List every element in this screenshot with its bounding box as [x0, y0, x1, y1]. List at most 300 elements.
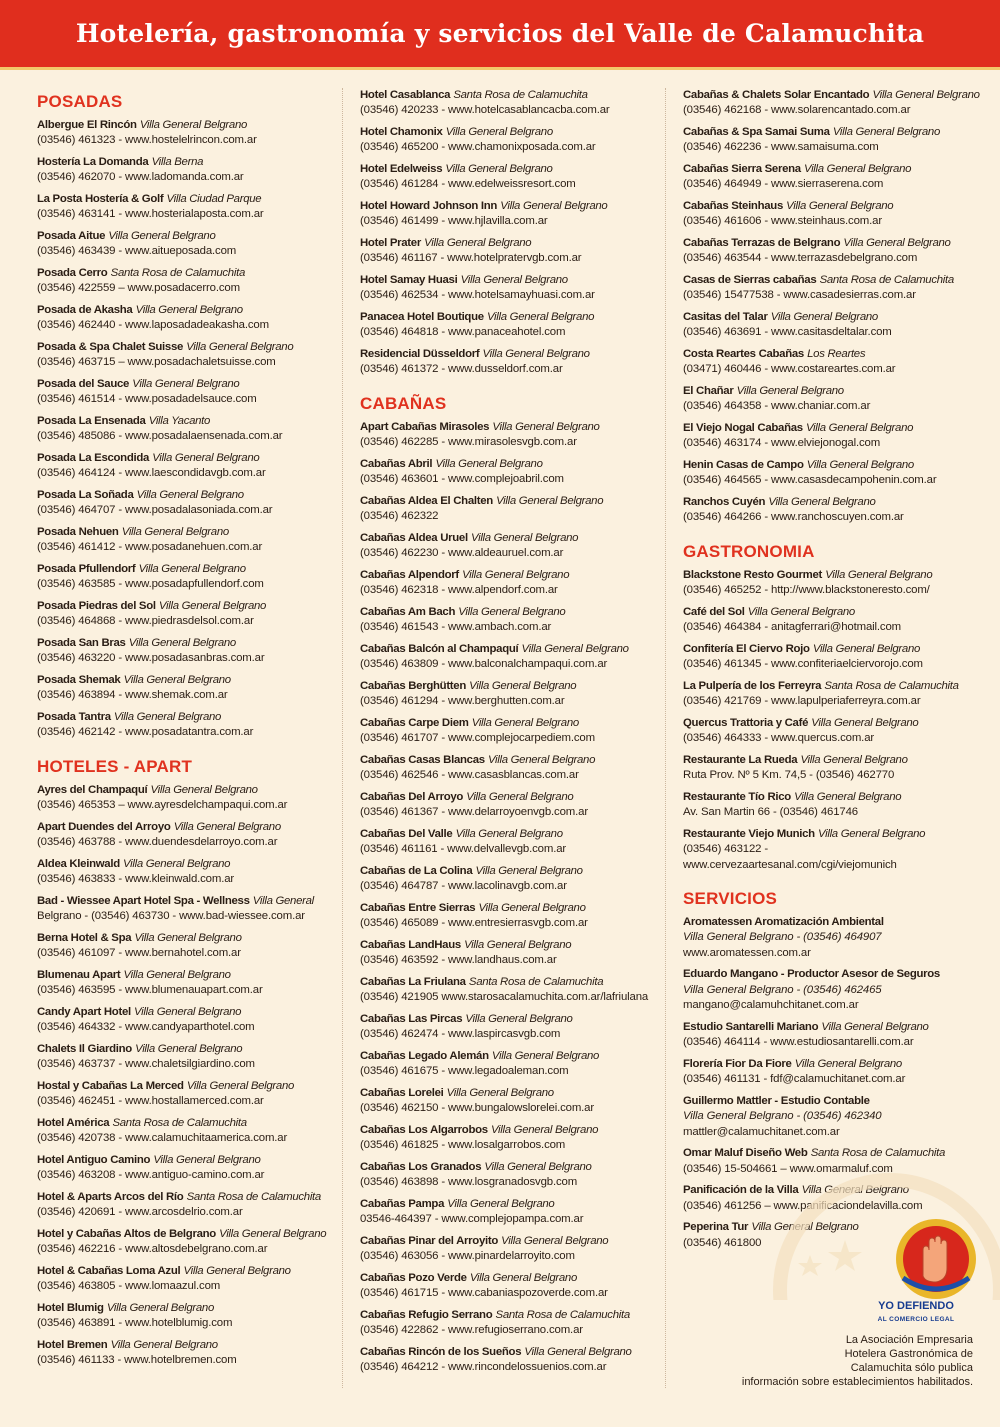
listing-entry — [37, 303, 337, 334]
listing-contact: (03546) 463220 - www.posadasanbras.com.ar — [37, 652, 265, 665]
listing-entry — [360, 1012, 660, 1043]
listing-entry — [360, 347, 660, 378]
listing-entry — [683, 915, 983, 961]
listing-contact: (03546) 463439 - www.aitueposada.com — [37, 245, 237, 258]
listing-name: Cabañas Pozo Verde — [360, 1271, 467, 1284]
listing-entry — [683, 790, 983, 821]
listing-entry — [37, 451, 337, 482]
listing-entry — [360, 679, 660, 710]
listing-name: Quercus Trattoria y Café — [683, 716, 809, 729]
listing-location: Villa General Belgrano — [446, 1086, 554, 1099]
listing-location: Villa General Belgrano — [475, 864, 583, 877]
listing-entry — [360, 1308, 660, 1339]
listing-contact: (03546) 461345 - www.confiteriaelciervorojo.com — [683, 658, 923, 671]
listing-entry — [37, 820, 337, 851]
disclaimer — [730, 1333, 973, 1389]
listing-name: Cabañas Steinhaus — [683, 200, 783, 212]
listing-entry — [360, 420, 660, 451]
listing-entry — [360, 827, 660, 858]
disclaimer-line: Calamuchita sólo publica — [850, 1362, 973, 1374]
listing-contact: (03546) 464212 - www.rincondelossuenios.com.ar — [360, 1361, 607, 1374]
listing-name: Cabañas Casas Blancas — [360, 753, 485, 766]
disclaimer-line: Hotelera Gastronómica de — [844, 1348, 973, 1360]
column-2 — [360, 88, 660, 1382]
listing-contact: (03546) 462216 - www.altosdebelgrano.com.ar — [37, 1243, 268, 1256]
listing-contact: (03546) 461133 - www.hotelbremen.com — [37, 1354, 237, 1367]
listing-entry — [37, 1079, 337, 1110]
listing-name: Cabañas Refugio Serrano — [360, 1308, 493, 1321]
listing-contact: Belgrano - (03546) 463730 - www.bad-wiessee.com.ar — [37, 910, 305, 923]
listing-location: Villa General Belgrano — [843, 237, 951, 249]
listing-name: Cabañas Terrazas de Belgrano — [683, 237, 841, 249]
listing-location: Villa General Belgrano — [173, 820, 281, 833]
listing-name: Posada Aitue — [37, 230, 106, 242]
listing-entry — [683, 568, 983, 599]
listing-name: Cabañas Am Bach — [360, 605, 456, 618]
listing-contact: (03546) 420691 - www.arcosdelrio.com.ar — [37, 1206, 243, 1219]
listing-location: Villa General Belgrano — [768, 496, 876, 508]
listing-contact: (03546) 462150 - www.bungalowslorelei.com.ar — [360, 1102, 594, 1115]
listing-name: Cabañas Entre Sierras — [360, 901, 476, 914]
listing-name: Casas de Sierras cabañas — [683, 274, 817, 286]
listing-location: Villa General Belgrano — [801, 1184, 909, 1197]
listing-location: Villa General Belgrano — [108, 230, 216, 242]
listing-contact: (03546) 461715 - www.cabaniaspozoverde.com.ar — [360, 1287, 608, 1300]
listing-contact: (03546) 422559 – www.posadacerro.com — [37, 282, 240, 295]
listing-name: Cabañas Los Granados — [360, 1160, 482, 1173]
listing-name: Cabañas Las Pircas — [360, 1012, 463, 1025]
listing-entry — [37, 968, 337, 999]
listing-contact: (03546) 462230 - www.aldeauruel.com.ar — [360, 547, 564, 560]
listing-location: Villa General Belgrano — [832, 126, 940, 138]
listing-entry — [37, 599, 337, 630]
listing-contact: (03546) 463715 – www.posadachaletsuisse.com — [37, 356, 276, 369]
listing-contact: (03546) 462236 - www.samaisuma.com — [683, 141, 879, 154]
listing-location: Villa General Belgrano — [134, 931, 242, 944]
listing-contact: (03546) 422862 - www.refugioserrano.com.ar — [360, 1324, 583, 1337]
listing-entry — [37, 1264, 337, 1295]
listing-location: Villa General Belgrano — [496, 494, 604, 507]
listing-location: Villa General Belgrano — [134, 1005, 242, 1018]
listing-name: Apart Cabañas Mirasoles — [360, 420, 490, 433]
listing-location: Villa General Belgrano — [123, 968, 231, 981]
listing-entry — [37, 1042, 337, 1073]
listing-location: Santa Rosa de Calamuchita — [824, 679, 959, 692]
listing-location: Santa Rosa de Calamuchita — [495, 1308, 630, 1321]
listing-name: Peperina Tur — [683, 1221, 749, 1234]
listing-entry — [37, 1116, 337, 1147]
listing-contact: (03546) 461543 - www.ambach.com.ar — [360, 621, 552, 634]
listing-location: Los Reartes — [807, 348, 866, 360]
listing-name: Café del Sol — [683, 605, 745, 618]
listing-contact: (03546) 461499 - www.hjlavilla.com.ar — [360, 215, 548, 228]
listing-entry — [37, 1005, 337, 1036]
listing-name: Cabañas Rincón de los Sueños — [360, 1345, 522, 1358]
listing-name: Hotel Chamonix — [360, 126, 443, 138]
listing-contact: (03546) 465252 - http://www.blackstoneresto.com/ — [683, 584, 930, 597]
listing-name: El Chañar — [683, 385, 734, 397]
listing-entry — [360, 938, 660, 969]
disclaimer-line: La Asociación Empresaria — [845, 1334, 973, 1346]
listing-location: Villa General Belgrano — [135, 1042, 243, 1055]
listing-location: Villa General Belgrano — [491, 1049, 600, 1062]
listing-name: Cabañas Alpendorf — [360, 568, 459, 581]
listing-contact: (03546) 463592 - www.landhaus.com.ar — [360, 954, 557, 967]
listing-contact: (03546) 463174 - www.elviejonogal.com — [683, 437, 881, 450]
listing-entry — [360, 1345, 660, 1376]
listing-contact: (03546) 462318 - www.alpendorf.com.ar — [360, 584, 558, 597]
listing-entry — [683, 347, 983, 378]
listing-name: Hotel & Cabañas Loma Azul — [37, 1264, 181, 1277]
listing-entry — [37, 1338, 337, 1369]
listing-name: Hotel Howard Johnson Inn — [360, 200, 498, 212]
listing-entry — [683, 605, 983, 636]
listing-entry — [360, 901, 660, 932]
listing-entry — [360, 1049, 660, 1080]
listing-name: La Posta Hostería & Golf — [37, 193, 164, 205]
listing-entry — [683, 199, 983, 230]
listing-name: Cabañas Sierra Serena — [683, 163, 801, 175]
listing-contact: (03546) 421905 www.starosacalamuchita.com.ar/lafriulana — [360, 991, 649, 1004]
listing-name: Cabañas Carpe Diem — [360, 716, 469, 729]
listing-entry — [37, 894, 337, 925]
listing-location: Villa General Belgrano — [806, 459, 914, 471]
listing-entry — [360, 605, 660, 636]
listing-contact: (03546) 464565 - www.casasdecampohenin.com.ar — [683, 474, 937, 487]
listing-contact: (03546) 462440 - www.laposadadeakasha.com — [37, 319, 269, 332]
listing-contact: (03546) 463737 - www.chaletsilgiardino.com — [37, 1058, 255, 1071]
listing-name: Hotel Bremen — [37, 1338, 108, 1351]
listing-name: El Viejo Nogal Cabañas — [683, 422, 803, 434]
listing-location: Villa General Belgrano — [150, 783, 258, 796]
listing-contact: (03546) 462546 - www.casasblancas.com.ar — [360, 769, 579, 782]
listing-contact: (03546) 461323 - www.hostelelrincon.com.ar — [37, 134, 257, 147]
listing-entry — [360, 1123, 660, 1154]
listing-name: Ayres del Champaquí — [37, 783, 148, 796]
listing-name: Apart Duendes del Arroyo — [37, 820, 171, 833]
listing-entry — [683, 753, 983, 784]
listing-contact: (03546) 463122 - www.cervezaartesanal.com/cgi/viejomunich — [683, 843, 897, 871]
listing-contact: (03546) 461294 - www.berghutten.com.ar — [360, 695, 565, 708]
listing-name: Posada Tantra — [37, 711, 111, 723]
listing-entry — [37, 266, 337, 297]
listing-location: Villa General Belgrano — [186, 1079, 295, 1092]
listing-location: Villa General Belgrano — [794, 1057, 902, 1070]
listing-entry — [37, 857, 337, 888]
listing-location: Santa Rosa de Calamuchita — [186, 1190, 321, 1203]
listing-location: Villa General Belgrano — [136, 489, 244, 501]
listing-name: Aldea Kleinwald — [37, 857, 120, 870]
listing-contact: (03546) 463788 - www.duendesdelarroyo.com.ar — [37, 836, 278, 849]
listing-entry — [37, 525, 337, 556]
listing-name: Cabañas Abril — [360, 457, 433, 470]
listing-contact: (03546) 464868 - www.piedrasdelsol.com.ar — [37, 615, 254, 628]
listing-location: Villa General Belgrano — [132, 378, 240, 390]
listing-entry — [37, 1190, 337, 1221]
listing-contact: (03546) 463585 - www.posadapfullendorf.com — [37, 578, 264, 591]
listing-name: Cabañas Balcón al Champaquí — [360, 642, 519, 655]
disclaimer-line: información sobre establecimientos habilitados. — [741, 1376, 973, 1388]
listing-name: Hotel Edelweiss — [360, 163, 443, 175]
listing-contact: Av. San Martin 66 - (03546) 461746 — [683, 806, 858, 819]
listing-location: Villa General — [252, 894, 314, 907]
listing-name: Panacea Hotel Boutique — [360, 311, 484, 323]
listing-entry — [37, 1153, 337, 1184]
listing-entry — [360, 236, 660, 267]
listing-location: Villa General Belgrano — [152, 452, 260, 464]
listing-name: Bad - Wiessee Apart Hotel Spa - Wellness — [37, 894, 250, 907]
listing-name: Hotel & Aparts Arcos del Río — [37, 1190, 184, 1203]
listing-contact: (03546) 462322 — [360, 510, 439, 523]
listing-name: Posada Piedras del Sol — [37, 600, 156, 612]
listing-contact: (03546) 463544 - www.terrazasdebelgrano.com — [683, 252, 918, 265]
listing-entry — [683, 273, 983, 304]
column-1 — [37, 88, 337, 1375]
emblem-line2: AL COMERCIO LEGAL — [877, 1316, 955, 1323]
listing-location: Villa General Belgrano — [501, 1234, 609, 1247]
listing-location: Villa General Belgrano — [113, 711, 222, 723]
listing-contact: (03546) 465353 – www.ayresdelchampaqui.com.ar — [37, 799, 288, 812]
listing-name: Casitas del Talar — [683, 311, 768, 323]
listing-location: Villa General Belgrano — [424, 237, 532, 249]
listing-entry — [360, 568, 660, 599]
listing-location: Villa General Belgrano — [435, 457, 543, 470]
listing-location: Villa General Belgrano — [521, 642, 629, 655]
listing-name: Cabañas & Spa Samai Suma — [683, 126, 830, 138]
listing-location: Villa General Belgrano — [736, 385, 844, 397]
listing-entry — [37, 636, 337, 667]
listing-location: Villa General Belgrano — [492, 420, 600, 433]
listing-contact: (03546) 461514 - www.posadadelsauce.com — [37, 393, 257, 406]
listing-location: Villa General Belgrano — [128, 637, 236, 649]
listing-entry — [683, 642, 983, 673]
listing-name: Hotel Blumig — [37, 1301, 104, 1314]
listing-location: Villa General Belgrano — [821, 1020, 929, 1033]
listing-contact: (03546) 421769 - www.lapulperiaferreyra.com.ar — [683, 695, 921, 708]
listing-contact: (03546) 464332 - www.candyaparthotel.com — [37, 1021, 255, 1034]
listing-entry — [360, 753, 660, 784]
listing-contact: (03546) 461256 – www.panificaciondelavilla.com — [683, 1199, 923, 1212]
listing-entry — [360, 1160, 660, 1191]
listing-location: Villa General Belgrano — [469, 1271, 577, 1284]
listing-location: Villa General Belgrano — [465, 1012, 573, 1025]
listing-location: Villa General Belgrano — [462, 568, 570, 581]
listing-contact: Villa General Belgrano - (03546) 462340 — [683, 1110, 882, 1123]
listing-entry — [360, 975, 660, 1006]
listing-name: Blumenau Apart — [37, 968, 121, 981]
listing-entry — [360, 1197, 660, 1228]
listing-entry — [37, 155, 337, 186]
listing-location: Villa General Belgrano — [770, 311, 878, 323]
listing-name: Berna Hotel & Spa — [37, 931, 132, 944]
listing-location: Villa General Belgrano — [751, 1221, 859, 1234]
listing-entry — [360, 790, 660, 821]
listing-location: Villa General Belgrano — [464, 938, 572, 951]
listing-name: Posada Nehuen — [37, 526, 119, 538]
listing-location: Villa General Belgrano — [484, 1160, 592, 1173]
listing-contact: (03546) 464266 - www.ranchoscuyen.com.ar — [683, 511, 904, 524]
listing-location: Santa Rosa de Calamuchita — [468, 975, 604, 988]
listing-entry — [360, 531, 660, 562]
listing-entry — [683, 310, 983, 341]
listing-name: Posada La Escondida — [37, 452, 150, 464]
listing-entry — [37, 673, 337, 704]
section-title: CABAÑAS — [360, 393, 447, 413]
section-title: HOTELES - APART — [37, 756, 193, 776]
listing-contact: (03546) 464707 - www.posadalasoniada.com.ar — [37, 504, 273, 517]
listing-entry — [360, 1234, 660, 1265]
listing-contact: (03546) 463691 - www.casitasdeltalar.com — [683, 326, 892, 339]
listing-contact: (03546) 462070 - www.ladomanda.com.ar — [37, 171, 244, 184]
listing-contact: (03546) 464333 - www.quercus.com.ar — [683, 732, 875, 745]
listing-location: Villa Berna — [151, 156, 204, 168]
listing-location: Villa General Belgrano — [803, 163, 912, 175]
listing-name: Cabañas La Friulana — [360, 975, 466, 988]
listing-contact: (03546) 464114 - www.estudiosantarelli.com.ar — [683, 1036, 914, 1049]
listing-entry — [360, 864, 660, 895]
listing-contact: (03546) 461825 - www.losalgarrobos.com — [360, 1139, 566, 1152]
listing-entry — [683, 1094, 983, 1140]
listing-name: Posada del Sauce — [37, 378, 130, 390]
listing-entry — [683, 827, 983, 873]
listing-name: Henin Casas de Campo — [683, 459, 804, 471]
listing-location: Villa General Belgrano — [478, 901, 586, 914]
listing-name: Posada San Bras — [37, 637, 126, 649]
listing-entry — [37, 931, 337, 962]
listing-contact: Ruta Prov. Nº 5 Km. 74,5 - (03546) 462770 — [683, 769, 895, 782]
listing-contact: (03546) 463805 - www.lomaazul.com — [37, 1280, 221, 1293]
listing-entry — [37, 562, 337, 593]
listing-name: Posada de Akasha — [37, 304, 133, 316]
listing-entry — [360, 1086, 660, 1117]
listing-location: Villa General Belgrano — [445, 163, 553, 175]
listing-name: Cabañas Aldea El Chalten — [360, 494, 493, 507]
listing-contact: (03546) 461372 - www.dusseldorf.com.ar — [360, 363, 563, 376]
listing-location: Villa General Belgrano — [786, 200, 894, 212]
listing-contact: (03546) 463833 - www.kleinwald.com.ar — [37, 873, 235, 886]
listing-contact: (03546) 461161 - www.delvallevgb.com.ar — [360, 843, 567, 856]
listing-contact: (03546) 15477538 - www.casadesierras.com.ar — [683, 289, 916, 302]
listing-location: Villa General Belgrano — [186, 341, 294, 353]
listing-contact: (03546) 461675 - www.legadoaleman.com — [360, 1065, 569, 1078]
section-title: GASTRONOMIA — [683, 541, 815, 561]
listing-name: Posada La Soñada — [37, 489, 134, 501]
listing-name: Cabañas Lorelei — [360, 1086, 444, 1099]
listing-entry — [683, 88, 983, 119]
listing-entry — [683, 495, 983, 526]
listing-contact: (03471) 460446 - www.costareartes.com.ar — [683, 363, 896, 376]
listing-name: Hotel Samay Huasi — [360, 274, 458, 286]
listing-contact: (03546) 461367 - www.delarroyoenvgb.com.ar — [360, 806, 588, 819]
emblem-caption — [858, 1301, 974, 1325]
listing-name: Restaurante Viejo Munich — [683, 827, 815, 840]
listing-entry — [683, 162, 983, 193]
column-divider — [665, 88, 666, 1388]
listing-contact: (03546) 464949 - www.sierraserena.com — [683, 178, 884, 191]
listing-entry — [37, 118, 337, 149]
listing-contact: (03546) 465200 - www.chamonixposada.com.ar — [360, 141, 596, 154]
listing-name: Posada & Spa Chalet Suisse — [37, 341, 184, 353]
page-header — [0, 0, 1000, 70]
listing-contact: (03546) 463894 - www.shemak.com.ar — [37, 689, 228, 702]
listing-entry — [683, 679, 983, 710]
listing-name: Posada La Ensenada — [37, 415, 146, 427]
listing-name: Cabañas Legado Alemán — [360, 1049, 489, 1062]
listing-contact: (03546) 461800 — [683, 1236, 762, 1249]
listing-contact: (03546) 464358 - www.chaniar.com.ar — [683, 400, 871, 413]
listing-contact: (03546) 420738 - www.calamuchitaamerica.com.ar — [37, 1132, 288, 1145]
listing-location: Villa General Belgrano — [447, 1197, 555, 1210]
listing-entry — [683, 384, 983, 415]
listing-contact: (03546) 462142 - www.posadatantra.com.ar — [37, 726, 254, 739]
listing-contact-extra: mangano@calamuhchitanet.com.ar — [683, 999, 859, 1012]
listing-contact: (03546) 462474 - www.laspircasvgb.com — [360, 1028, 561, 1041]
listing-location: Villa General Belgrano — [805, 422, 914, 434]
listing-contact: (03546) 461707 - www.complejocarpediem.com — [360, 732, 595, 745]
listing-location: Santa Rosa de Calamuchita — [112, 1116, 247, 1129]
listing-name: Hotel Casablanca — [360, 89, 451, 101]
listing-contact: (03546) 463601 - www.complejoabril.com — [360, 473, 564, 486]
listing-entry — [37, 340, 337, 371]
listing-name: Restaurante Tío Rico — [683, 790, 791, 803]
listing-contact: (03546) 485086 - www.posadalaensenada.com.ar — [37, 430, 283, 443]
listing-location: Villa General Belgrano — [747, 605, 855, 618]
listing-entry — [360, 494, 660, 525]
listing-entry — [37, 229, 337, 260]
listing-name: Florería Fior Da Fiore — [683, 1057, 792, 1070]
listing-contact: (03546) 464818 - www.panaceahotel.com — [360, 326, 566, 339]
listing-name: Posada Cerro — [37, 267, 108, 279]
listing-contact: Villa General Belgrano - (03546) 464907 — [683, 931, 882, 944]
listing-contact: (03546) 463141 - www.hosterialaposta.com.ar — [37, 208, 264, 221]
listing-location: Villa General Belgrano — [812, 642, 921, 655]
listing-contact: (03546) 462451 - www.hostallamerced.com.ar — [37, 1095, 264, 1108]
listing-contact: (03546) 461606 - www.steinhaus.com.ar — [683, 215, 882, 228]
listing-location: Villa General Belgrano — [500, 200, 608, 212]
listing-contact: (03546) 462534 - www.hotelsamayhuasi.com.ar — [360, 289, 595, 302]
listing-location: Villa General Belgrano — [486, 311, 595, 323]
listing-entry — [683, 125, 983, 156]
listing-location: Villa General Belgrano — [153, 1153, 261, 1166]
listing-location: Villa General Belgrano — [469, 679, 577, 692]
listing-entry — [360, 88, 660, 119]
listing-contact: 03546-464397 - www.complejopampa.com.ar — [360, 1213, 584, 1226]
listing-name: Albergue El Rincón — [37, 119, 137, 131]
listing-name: Blackstone Resto Gourmet — [683, 568, 823, 581]
listing-name: Cabañas de La Colina — [360, 864, 473, 877]
listing-entry — [360, 199, 660, 230]
listing-name: Eduardo Mangano - Productor Asesor de Seguros — [683, 968, 940, 981]
listing-location: Santa Rosa de Calamuchita — [819, 274, 954, 286]
listing-location: Villa General Belgrano — [110, 1338, 218, 1351]
listing-name: Guillermo Mattler - Estudio Contable — [683, 1094, 870, 1107]
listing-name: Confitería El Ciervo Rojo — [683, 642, 810, 655]
listing-name: Posada Pfullendorf — [37, 563, 136, 575]
listing-location: Villa General Belgrano — [818, 827, 926, 840]
listing-name: Cabañas Pampa — [360, 1197, 445, 1210]
listing-entry — [37, 414, 337, 445]
listing-entry — [360, 642, 660, 673]
listing-entry — [37, 783, 337, 814]
listing-location: Santa Rosa de Calamuchita — [810, 1147, 946, 1160]
listing-location: Villa General Belgrano — [138, 563, 246, 575]
listing-entry — [37, 488, 337, 519]
listing-name: Cabañas & Chalets Solar Encantado — [683, 89, 870, 101]
listing-name: Chalets Il Giardino — [37, 1042, 132, 1055]
section-title: SERVICIOS — [683, 889, 778, 909]
listing-name: Cabañas Del Valle — [360, 827, 453, 840]
listing-location: Villa General Belgrano — [219, 1227, 327, 1240]
